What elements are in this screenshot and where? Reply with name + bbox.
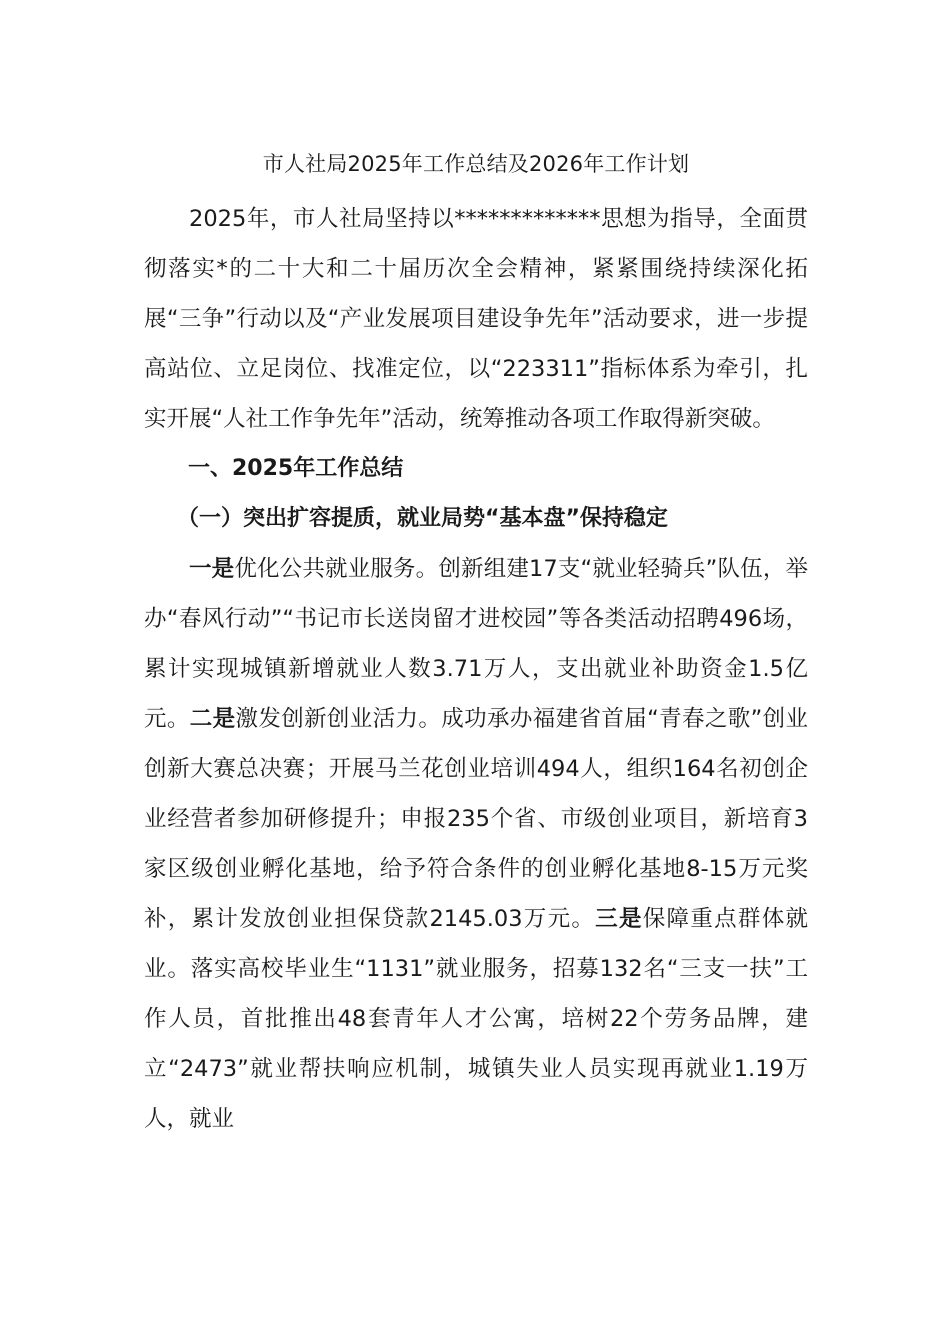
document-title: 市人社局2025年工作总结及2026年工作计划 [262, 152, 690, 176]
item-text-one: 优化公共就业服务。创新组建17支“就业轻骑兵”队伍，举办“春风行动”“书记市长送岗留才进校园”等各类活动招聘496场，累计实现城镇新增就业人数3.71万人，支出就业补助资金1.5亿元。 [144, 556, 808, 732]
item-lead-two: 二是 [189, 706, 236, 732]
item-text-two: 激发创新创业活力。成功承办福建省首届“青春之歌”创业创新大赛总决赛；开展马兰花创业培训494人，组织164名初创企业经营者参加研修提升；申报235个省、市级创业项目，新培育3家区级创业孵化基地，给予符合条件的创业孵化基地8-15万元奖补，累计发放创业担保贷款2145.03万元。 [144, 706, 808, 932]
section-heading-2025-summary: 一、2025年工作总结 [188, 456, 404, 481]
employment-paragraph [144, 544, 808, 1144]
subsection-heading-employment: （一）突出扩容提质，就业局势“基本盘”保持稳定 [177, 506, 668, 531]
item-lead-three: 三是 [595, 906, 643, 932]
item-lead-one: 一是 [189, 556, 235, 582]
item-text-three: 保障重点群体就业。落实高校毕业生“1131”就业服务，招募132名“三支一扶”工作人员，首批推出48套青年人才公寓，培树22个劳务品牌，建立“2473”就业帮扶响应机制，城镇失业人员实现再就业1.19万人，就业 [144, 906, 808, 1132]
document-body [144, 146, 808, 1144]
intro-paragraph: 2025年，市人社局坚持以*************思想为指导，全面贯彻落实*的二十大和二十届历次全会精神，紧紧围绕持续深化拓展“三争”行动以及“产业发展项目建设争先年”活动要求，进一步提高站位、立足岗位、找准定位，以“223311”指标体系为牵引，扎实开展“人社工作争先年”活动，统筹推动各项工作取得新突破。 [144, 206, 808, 432]
